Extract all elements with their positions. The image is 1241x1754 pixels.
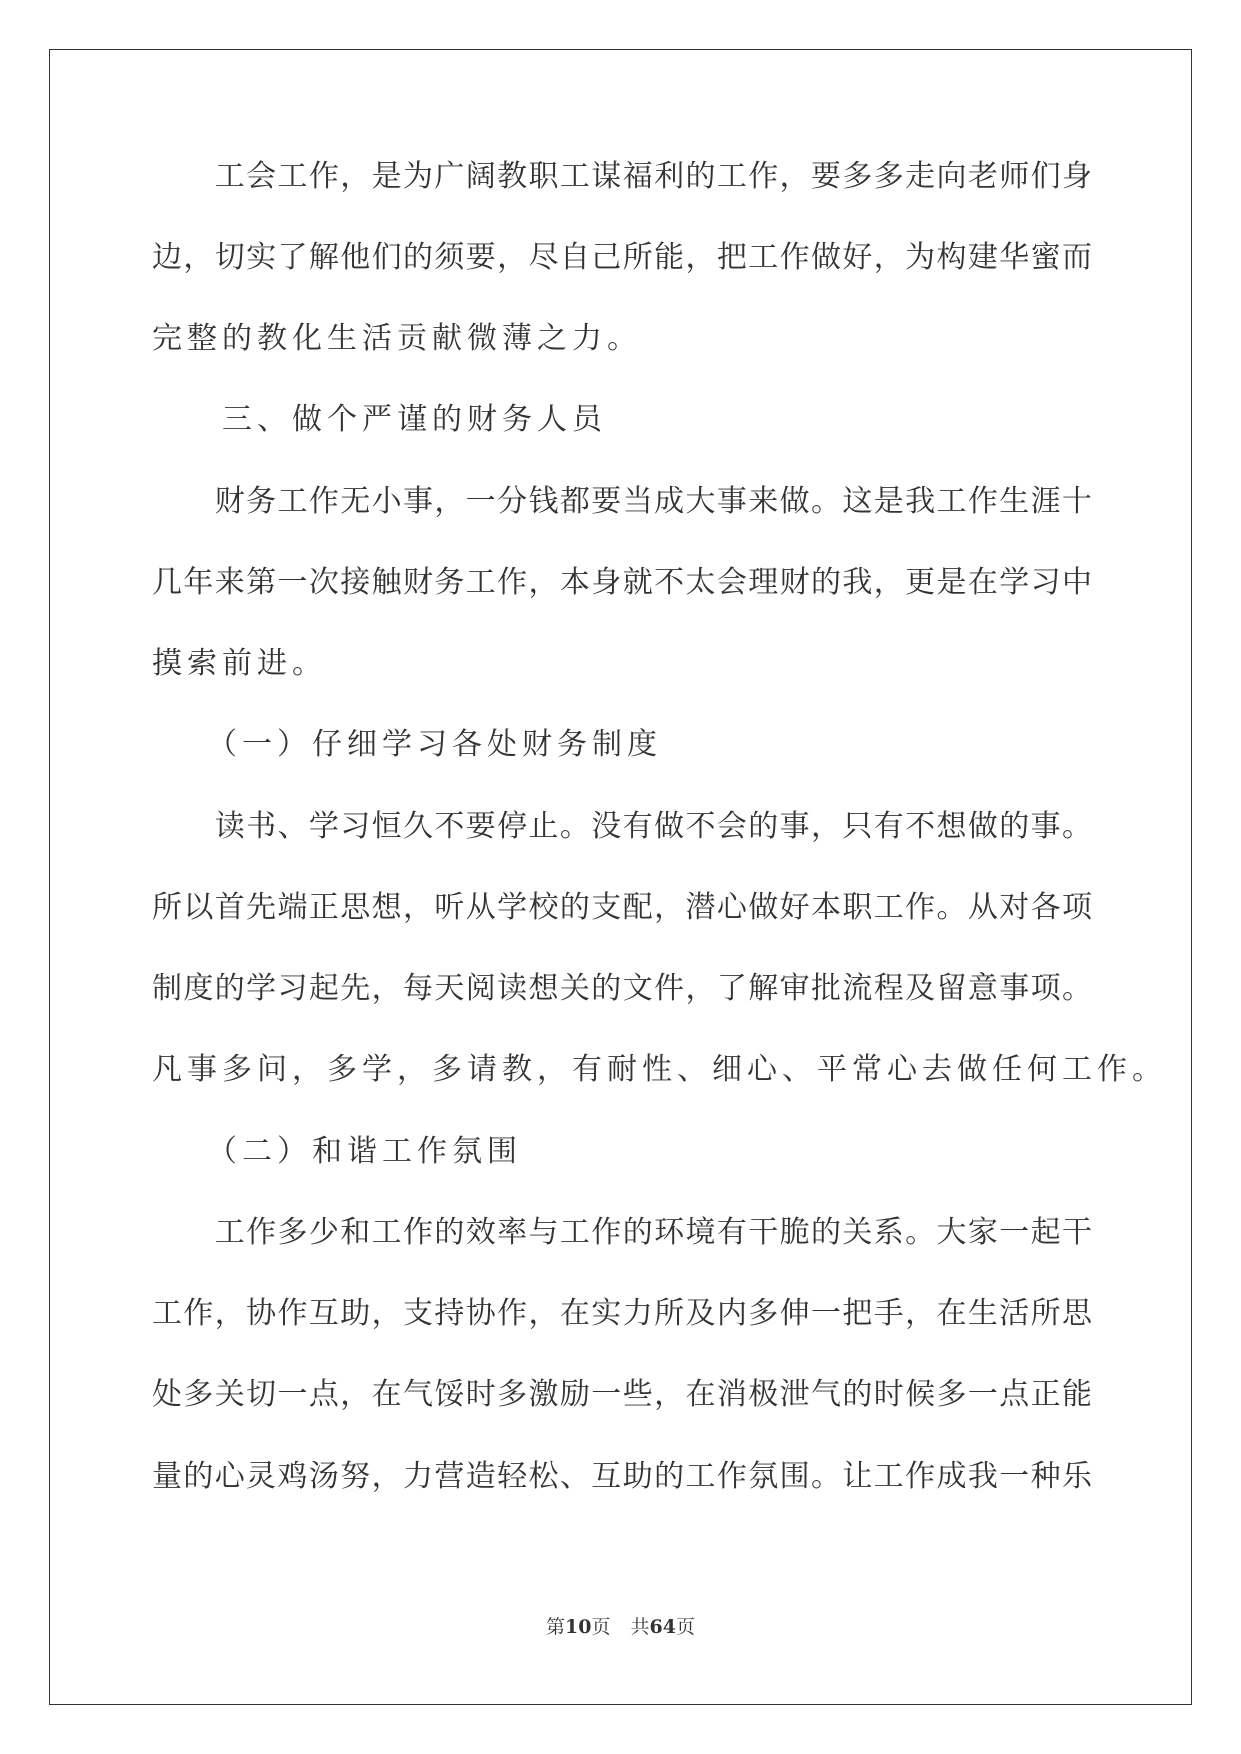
- total-prefix: 共: [630, 1616, 650, 1638]
- text-line: 量的心灵鸡汤努，力营造轻松、互助的工作氛围。让工作成我一种乐: [152, 1459, 1092, 1494]
- page-suffix: 页: [591, 1616, 611, 1638]
- section-heading: 三、做个严谨的财务人员: [152, 402, 607, 437]
- text-line: 读书、学习恒久不要停止。没有做不会的事，只有不想做的事。: [152, 809, 1092, 844]
- subsection-heading: （二）和谐工作氛围: [152, 1134, 522, 1169]
- page-footer: [0, 1612, 1241, 1642]
- text-line: 凡事多问，多学，多请教，有耐性、细心、平常心去做任何工作。: [152, 1052, 1167, 1087]
- page-prefix: 第: [546, 1616, 566, 1638]
- text-line: 工作多少和工作的效率与工作的环境有干脆的关系。大家一起干: [152, 1215, 1092, 1250]
- text-line: 制度的学习起先，每天阅读想关的文件，了解审批流程及留意事项。: [152, 971, 1092, 1006]
- text-line: 几年来第一次接触财务工作，本身就不太会理财的我，更是在学习中: [152, 565, 1092, 600]
- total-pages: 64: [649, 1616, 676, 1638]
- text-line: 摸索前进。: [152, 646, 327, 681]
- page-number: 10: [565, 1616, 592, 1638]
- text-line: 工会工作，是为广阔教职工谋福利的工作，要多多走向老师们身: [152, 159, 1092, 194]
- subsection-heading: （一）仔细学习各处财务制度: [152, 727, 662, 762]
- text-line: 所以首先端正思想，听从学校的支配，潜心做好本职工作。从对各项: [152, 890, 1092, 925]
- total-suffix: 页: [675, 1616, 695, 1638]
- text-line: 完整的教化生活贡献微薄之力。: [152, 321, 642, 356]
- text-line: 边，切实了解他们的须要，尽自己所能，把工作做好，为构建华蜜而: [152, 240, 1092, 275]
- text-line: 处多关切一点，在气馁时多激励一些，在消极泄气的时候多一点正能: [152, 1377, 1092, 1412]
- text-line: 工作，协作互助，支持协作，在实力所及内多伸一把手，在生活所思: [152, 1296, 1092, 1331]
- text-line: 财务工作无小事，一分钱都要当成大事来做。这是我工作生涯十: [152, 484, 1092, 519]
